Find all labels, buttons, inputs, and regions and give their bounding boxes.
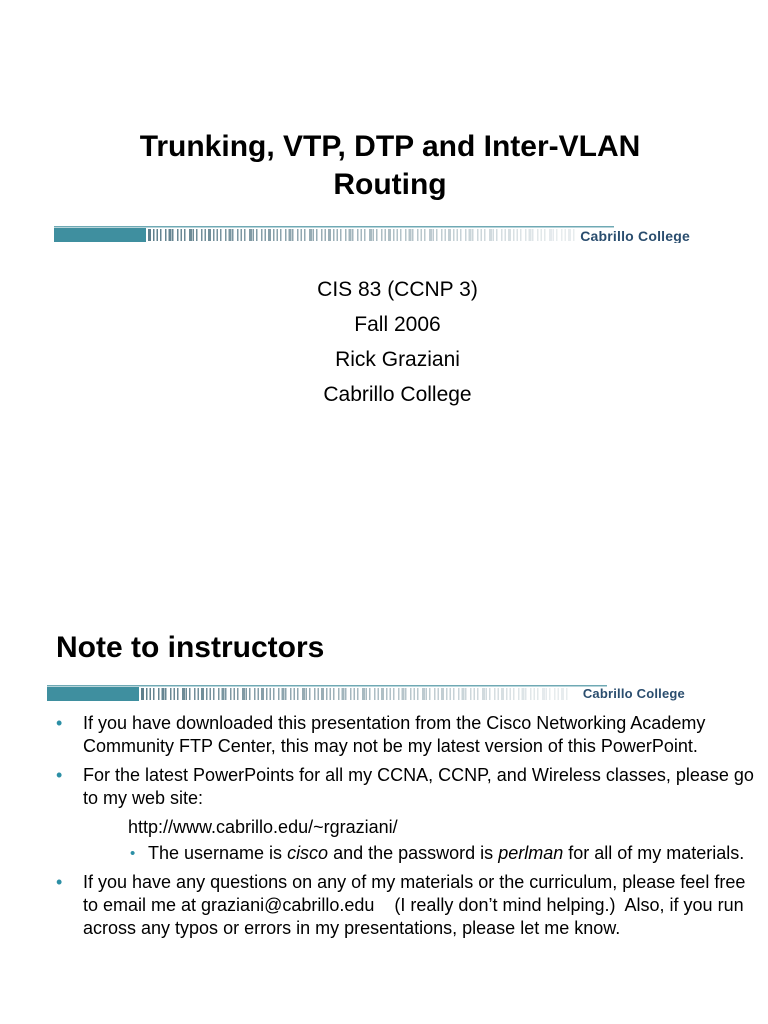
header-band — [47, 684, 715, 702]
band-logo-text: Cabrillo College — [580, 228, 690, 243]
band-logo-text: Cabrillo College — [582, 686, 685, 701]
sub-bullet-icon: • — [130, 845, 136, 862]
subtitle-line: Cabrillo College — [323, 383, 472, 406]
bullet-text: For the latest PowerPoints for all my CCNA, CCNP, and Wireless classes, please go to my web site: — [83, 765, 754, 808]
striped-band-graphic — [47, 684, 607, 702]
sub-text: for all of my materials. — [563, 843, 745, 863]
password-text: perlman — [498, 843, 564, 863]
bullet-item — [56, 764, 756, 810]
subtitle-block — [0, 272, 768, 412]
bullet-icon: • — [56, 765, 63, 785]
striped-band-graphic — [54, 225, 614, 243]
sub-text: and the password is — [328, 843, 499, 863]
subtitle-line: CIS 83 (CCNP 3) — [317, 278, 478, 301]
slide-title — [0, 128, 768, 204]
header-band — [54, 225, 722, 243]
bullet-text: If you have any questions on any of my materials or the curriculum, please feel free to email me at graziani@cabrillo.edu (I really don’t mind helping.) Also, if you run across any typos or errors in my presentations, please let me know. — [83, 872, 751, 938]
website-url: http://www.cabrillo.edu/~rgraziani/ — [128, 817, 398, 837]
subtitle-line: Rick Graziani — [335, 348, 460, 371]
bullet-icon: • — [56, 713, 63, 733]
bullet-list — [56, 712, 756, 946]
bullet-text: If you have downloaded this presentation from the Cisco Networking Academy Community FTP Center, this may not be my latest version of this PowerPoint. — [83, 713, 706, 756]
bullet-item — [56, 871, 756, 940]
title-line-1: Trunking, VTP, DTP and Inter-VLAN — [139, 130, 641, 163]
bullet-item — [56, 712, 756, 758]
slide-title: Note to instructors — [56, 631, 325, 664]
bullet-icon: • — [56, 872, 63, 892]
subtitle-line: Fall 2006 — [354, 313, 441, 336]
title-line-2: Routing — [333, 168, 447, 201]
sub-text: The username is — [148, 843, 288, 863]
username-text: cisco — [287, 843, 329, 863]
sub-bullet-item — [56, 842, 756, 865]
notes-slide — [0, 600, 768, 1024]
